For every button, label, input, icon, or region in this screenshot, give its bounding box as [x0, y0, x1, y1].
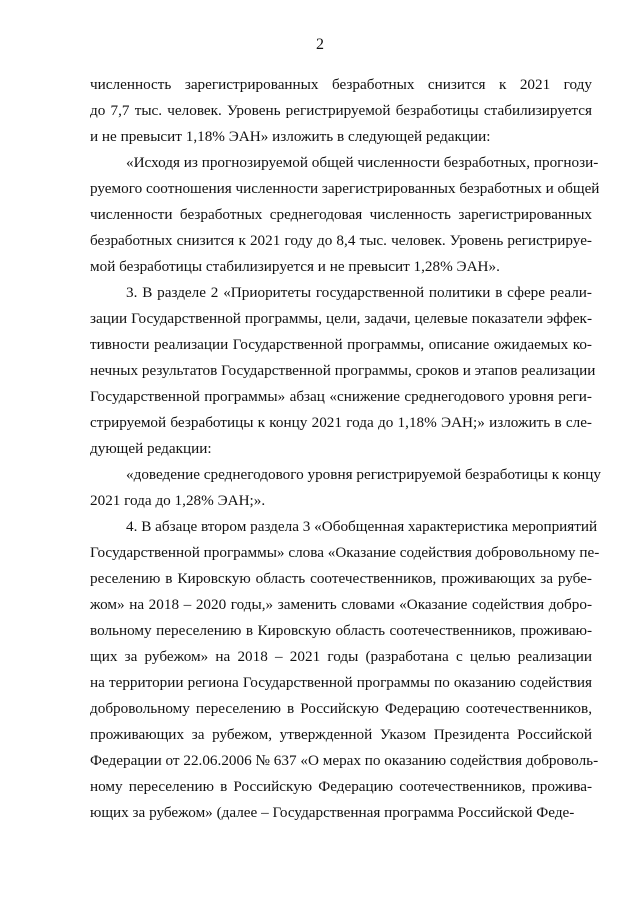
text-line: и не превысит 1,18% ЭАН» изложить в следующей редакции: [90, 128, 491, 145]
text-line: численности безработных среднегодовая численность зарегистрированных [90, 206, 592, 223]
text-line: 2021 года до 1,28% ЭАН;». [90, 492, 266, 509]
text-line: жом» на 2018 – 2020 годы,» заменить словами «Оказание содействия добро- [90, 596, 592, 613]
paragraph [90, 150, 600, 280]
text-line: «Исходя из прогнозируемой общей численности безработных, прогнози- [126, 154, 599, 171]
text-line: нечных результатов Государственной программы, сроков и этапов реализации [90, 362, 596, 379]
text-line: до 7,7 тыс. человек. Уровень регистрируемой безработицы стабилизируется [90, 102, 592, 119]
text-line: Государственной программы» абзац «снижение среднегодового уровня реги- [90, 388, 592, 405]
paragraph [90, 280, 596, 462]
text-line: «доведение среднегодового уровня регистрируемой безработицы к концу [126, 466, 602, 483]
text-line: дующей редакции: [90, 440, 212, 457]
text-line: на территории региона Государственной программы по оказанию содействия [90, 674, 592, 691]
text-line: стрируемой безработицы к концу 2021 года до 1,18% ЭАН;» изложить в сле- [90, 414, 592, 431]
text-line: реселению в Кировскую область соотечественников, проживающих за рубе- [90, 570, 592, 587]
text-line: 4. В абзаце втором раздела 3 «Обобщенная характеристика мероприятий [126, 518, 598, 535]
paragraph [90, 462, 602, 514]
paragraph [90, 514, 600, 826]
text-line: вольному переселению в Кировскую область соотечественников, проживаю- [90, 622, 592, 639]
text-line: щих за рубежом» на 2018 – 2021 годы (разработана с целью реализации [90, 648, 592, 665]
text-line: 3. В разделе 2 «Приоритеты государственной политики в сфере реали- [126, 284, 592, 301]
document-body [90, 72, 602, 826]
text-line: безработных снизится к 2021 году до 8,4 тыс. человек. Уровень регистрируе- [90, 232, 592, 249]
text-line: ющих за рубежом» (далее – Государственная программа Российской Феде- [90, 804, 575, 821]
page-number: 2 [316, 36, 324, 53]
text-line: Федерации от 22.06.2006 № 637 «О мерах по оказанию содействия доброволь- [90, 752, 599, 769]
text-line: тивности реализации Государственной программы, описание ожидаемых ко- [90, 336, 592, 353]
text-line: проживающих за рубежом, утвержденной Указом Президента Российской [90, 726, 592, 743]
text-line: ному переселению в Российскую Федерацию соотечественников, прожива- [90, 778, 592, 795]
text-line: мой безработицы стабилизируется и не превысит 1,28% ЭАН». [90, 258, 500, 275]
text-line: добровольному переселению в Российскую Федерацию соотечественников, [90, 700, 592, 717]
text-line: зации Государственной программы, цели, задачи, целевые показатели эффек- [90, 310, 592, 327]
text-line: Государственной программы» слова «Оказание содействия добровольному пе- [90, 544, 600, 561]
text-line: численность зарегистрированных безработных снизится к 2021 году [90, 76, 592, 93]
text-line: руемого соотношения численности зарегистрированных безработных и общей [90, 180, 600, 197]
paragraph [90, 72, 592, 150]
